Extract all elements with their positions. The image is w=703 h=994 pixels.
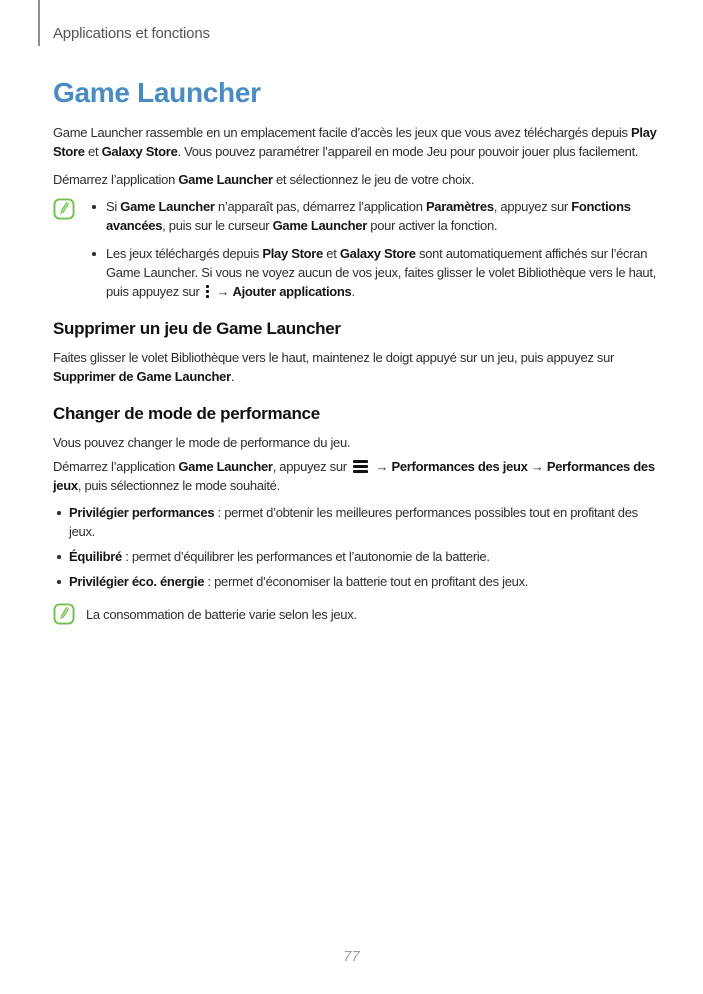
list-item-text: Équilibré : permet d’équilibrer les performances et l’autonomie de la batterie.: [69, 549, 490, 564]
note-bullet-1: [86, 197, 661, 235]
note-block-2: [53, 602, 661, 625]
bullet-dot: [86, 197, 106, 235]
bullet-dot: [53, 503, 69, 541]
remove-game-paragraph: Faites glisser le volet Bibliothèque vers le haut, maintenez le doigt appuyé sur un jeu, puis appuyez sur Supprimer de Game Launcher.: [53, 350, 615, 384]
more-options-icon: [206, 285, 209, 299]
list-item-text: Privilégier performances : permet d’obtenir les meilleures performances possibles tout en profitant des jeux.: [69, 505, 638, 539]
section-heading-remove-game: Supprimer un jeu de Game Launcher: [53, 319, 341, 338]
list-item-balanced: [53, 547, 661, 566]
list-item-text: Privilégier éco. énergie : permet d’économiser la batterie tout en profitant des jeux.: [69, 574, 529, 589]
list-item-prioritize-performance: [53, 503, 661, 541]
note-block-1: [53, 197, 661, 301]
note-bullet-1-text: Si Game Launcher n’apparaît pas, démarrez l’application Paramètres, appuyez sur Fonctions avancées, puis sur le curseur Game Launcher pour activer la fonction.: [106, 199, 631, 233]
note-body: [86, 197, 661, 301]
page-content: [53, 78, 661, 625]
intro-paragraph-2: Démarrez l’application Game Launcher et sélectionnez le jeu de votre choix.: [53, 172, 475, 187]
bullet-dot: [53, 572, 69, 591]
note-pencil-icon: [53, 602, 75, 625]
header-rule: [38, 0, 40, 46]
performance-steps-paragraph: Démarrez l’application Game Launcher, appuyez sur → Performances des jeux → Performances des jeux, puis sélectionnez le mode souhaité.: [53, 459, 655, 493]
section-heading-performance-mode: Changer de mode de performance: [53, 404, 320, 423]
page-header: Applications et fonctions: [53, 25, 210, 42]
performance-intro-paragraph: Vous pouvez changer le mode de performance du jeu.: [53, 435, 351, 450]
bullet-dot: [86, 244, 106, 301]
intro-paragraph-1: Game Launcher rassemble en un emplacement facile d’accès les jeux que vous avez téléchargés depuis Play Store et Galaxy Store. Vous pouvez paramétrer l’appareil en mode Jeu pour pouvoir jouer plus facilement.: [53, 125, 657, 159]
menu-icon: [353, 460, 368, 473]
list-item-power-saving: [53, 572, 661, 591]
note-bullet-2-text: Les jeux téléchargés depuis Play Store et Galaxy Store sont automatiquement affichés sur l’écran Game Launcher. Si vous ne voyez aucun de vos jeux, faites glisser le volet Bibliothèque vers le haut, puis appuyez sur → Ajouter applications.: [106, 246, 656, 299]
performance-mode-list: [53, 503, 661, 591]
page-title: Game Launcher: [53, 77, 261, 108]
note-2-text: La consommation de batterie varie selon les jeux.: [86, 607, 357, 622]
note-pencil-icon: [53, 197, 75, 301]
page-number: 77: [343, 949, 360, 965]
note-bullet-2: [86, 244, 661, 301]
bullet-dot: [53, 547, 69, 566]
